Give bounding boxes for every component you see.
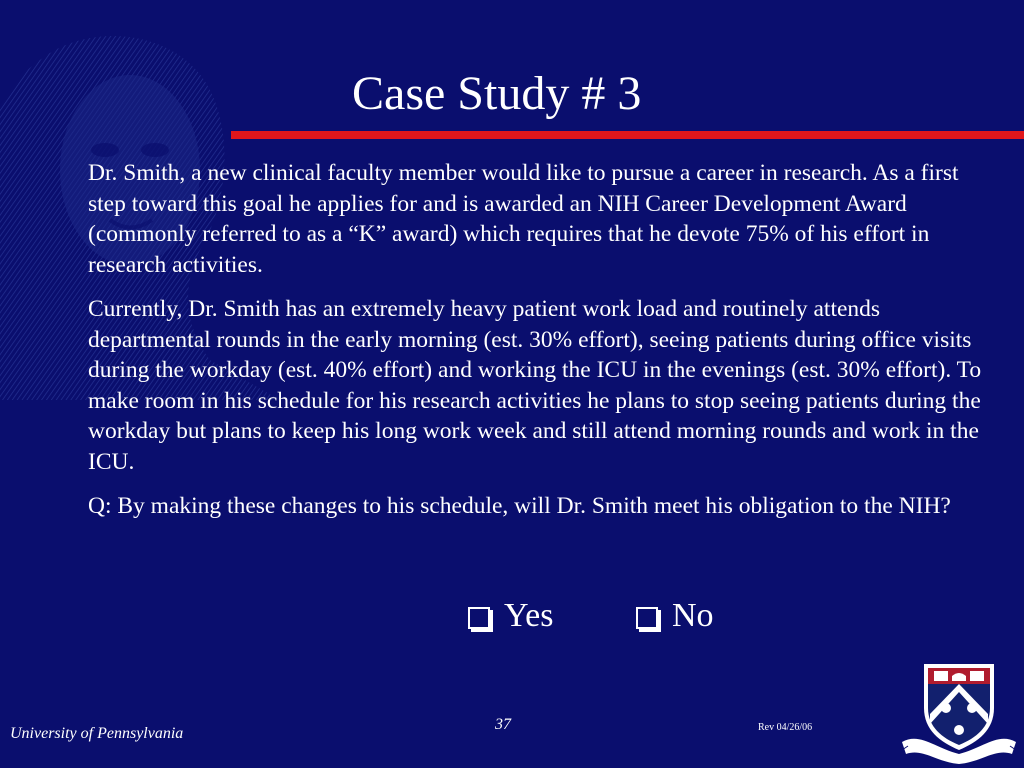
- paragraph-background: Dr. Smith, a new clinical faculty member would like to pursue a career in research. As a first step toward this goal he applies for and is awarded an NIH Career Development Award (commonly referred to as a “K” award) which requires that he devote 75% of his effort in research activities.: [88, 160, 959, 278]
- option-no-label: No: [672, 597, 714, 634]
- page-number: 37: [495, 716, 511, 733]
- revision-date: Rev 04/26/06: [758, 722, 813, 733]
- title-divider: [231, 131, 1024, 139]
- option-yes-label: Yes: [504, 597, 554, 634]
- footer-university: University of Pennsylvania: [10, 725, 184, 742]
- case-study-text: [88, 158, 988, 536]
- option-yes[interactable]: [468, 596, 553, 636]
- paragraph-current-schedule: Currently, Dr. Smith has an extremely heavy patient work load and routinely attends departmental rounds in the early morning (est. 30% effort), seeing patients during office visits during the workday (est. 40% effort) and working the ICU in the evenings (est. 30% effort). To make room in his schedule for his research activities he plans to stop seeing patients during the workday but plans to keep his long work week and still attend morning rounds and work in the ICU.: [88, 296, 982, 475]
- paragraph-question: Q: By making these changes to his schedule, will Dr. Smith meet his obligation to the NIH?: [88, 493, 951, 519]
- slide-title: Case Study # 3: [352, 67, 642, 120]
- university-seal-icon: [900, 658, 1018, 766]
- checkbox-icon[interactable]: [468, 607, 490, 629]
- option-no[interactable]: [636, 596, 714, 636]
- checkbox-icon[interactable]: [636, 607, 658, 629]
